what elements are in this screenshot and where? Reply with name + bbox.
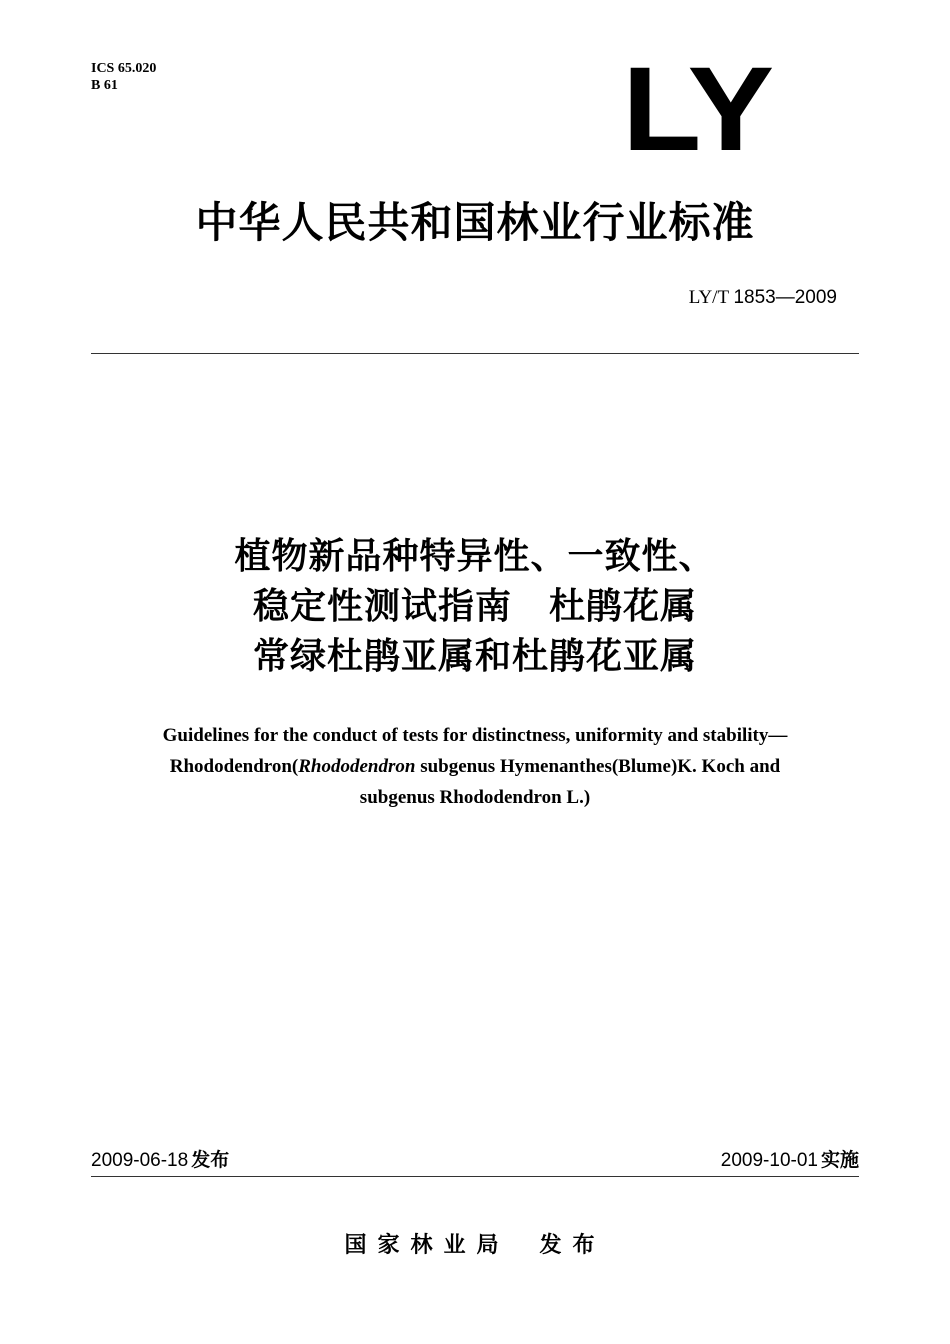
english-title: [90, 720, 860, 813]
classification-codes: [91, 60, 156, 94]
standard-code: 1853—2009: [733, 287, 837, 308]
english-title-genus: Rhododendron(: [169, 756, 299, 777]
chinese-title: [0, 532, 950, 682]
bottom-divider: [91, 1176, 859, 1177]
issue-date-value: 2009-06-18: [91, 1150, 189, 1171]
chinese-title-line-1: 植物新品种特异性、一致性、: [234, 536, 716, 577]
impl-label: 实施: [820, 1149, 859, 1171]
standard-number: [689, 287, 837, 309]
standard-prefix: LY/T: [688, 287, 729, 308]
english-title-subgenus: subgenus Hymenanthes(Blume)K. Koch and: [415, 756, 781, 777]
ics-code: ICS 65.020: [91, 61, 157, 76]
chinese-title-line-2: 稳定性测试指南 杜鹃花属: [252, 586, 697, 627]
publisher: [0, 1228, 950, 1259]
impl-date-value: 2009-10-01: [720, 1150, 818, 1171]
english-title-genus-italic: Rhododendron: [298, 756, 416, 777]
implementation-date: [721, 1145, 859, 1172]
english-title-line-1: Guidelines for the conduct of tests for distinctness, uniformity and stability—: [162, 725, 788, 746]
issue-label: 发布: [191, 1149, 230, 1171]
english-title-line-3: subgenus Rhododendron L.): [359, 787, 591, 808]
publisher-action: 发布: [539, 1233, 606, 1258]
top-divider: [91, 353, 859, 354]
publisher-org: 国家林业局: [344, 1233, 510, 1258]
english-title-line-2: [90, 751, 860, 782]
standard-title: 中华人民共和国林业行业标准: [195, 198, 755, 247]
ccs-code: B 61: [91, 78, 118, 93]
ly-logo: LY: [622, 41, 773, 176]
issue-date: [91, 1145, 229, 1172]
chinese-title-line-3: 常绿杜鹃亚属和杜鹃花亚属: [252, 636, 697, 677]
